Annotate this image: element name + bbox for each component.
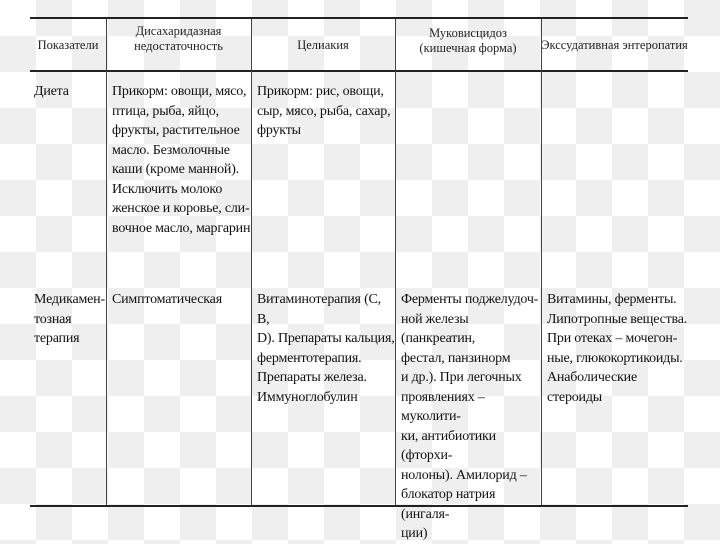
header-exudative-enteropathy: Экссудативная энтеропатия xyxy=(541,38,688,52)
header-indicators: Показатели xyxy=(37,38,99,52)
table-top-rule xyxy=(30,17,688,19)
table-cell: Ферменты поджелудоч- ной железы (панкреатин, фестал, панзинорм и др.). При легочных проявлениях – муколити- ки, антибиотики (фторхи- нолоны). Амилорид – блокатор натрия (ингаля- ции) xyxy=(401,292,539,541)
table-bottom-rule xyxy=(30,505,688,507)
header-cystic-fibrosis: Муковисцидоз (кишечная форма) xyxy=(419,26,517,55)
row-label-medication-therapy: Медикамен- тозная терапия xyxy=(34,292,105,346)
table-cell: Прикорм: рис, овощи, сыр, мясо, рыба, сахар, фрукты xyxy=(257,84,391,138)
table-header-rule xyxy=(30,70,688,72)
table-cell: Прикорм: овощи, мясо, птица, рыба, яйцо, фрукты, растительное масло. Безмолочные каши (кроме манной). Исключить молоко женское и коровье, сли- вочное масло, маргарин xyxy=(112,84,251,236)
table-cell: Витаминотерапия (С, В, D). Препараты кальция, ферментотерапия. Препараты железа. Иммуноглобулин xyxy=(257,292,395,405)
column-divider xyxy=(395,19,396,505)
row-label-diet: Диета xyxy=(34,84,69,99)
column-divider xyxy=(106,19,107,505)
table-cell: Витамины, ферменты. Липотропные вещества. При отеках – мочегон- ные, глюкокортикоиды. Анаболические стероиды xyxy=(547,292,688,405)
header-celiac: Целиакия xyxy=(297,38,349,52)
table-cell: Симптоматическая xyxy=(112,292,222,307)
header-disaccharidase: Дисахаридазная недостаточность xyxy=(134,24,223,53)
